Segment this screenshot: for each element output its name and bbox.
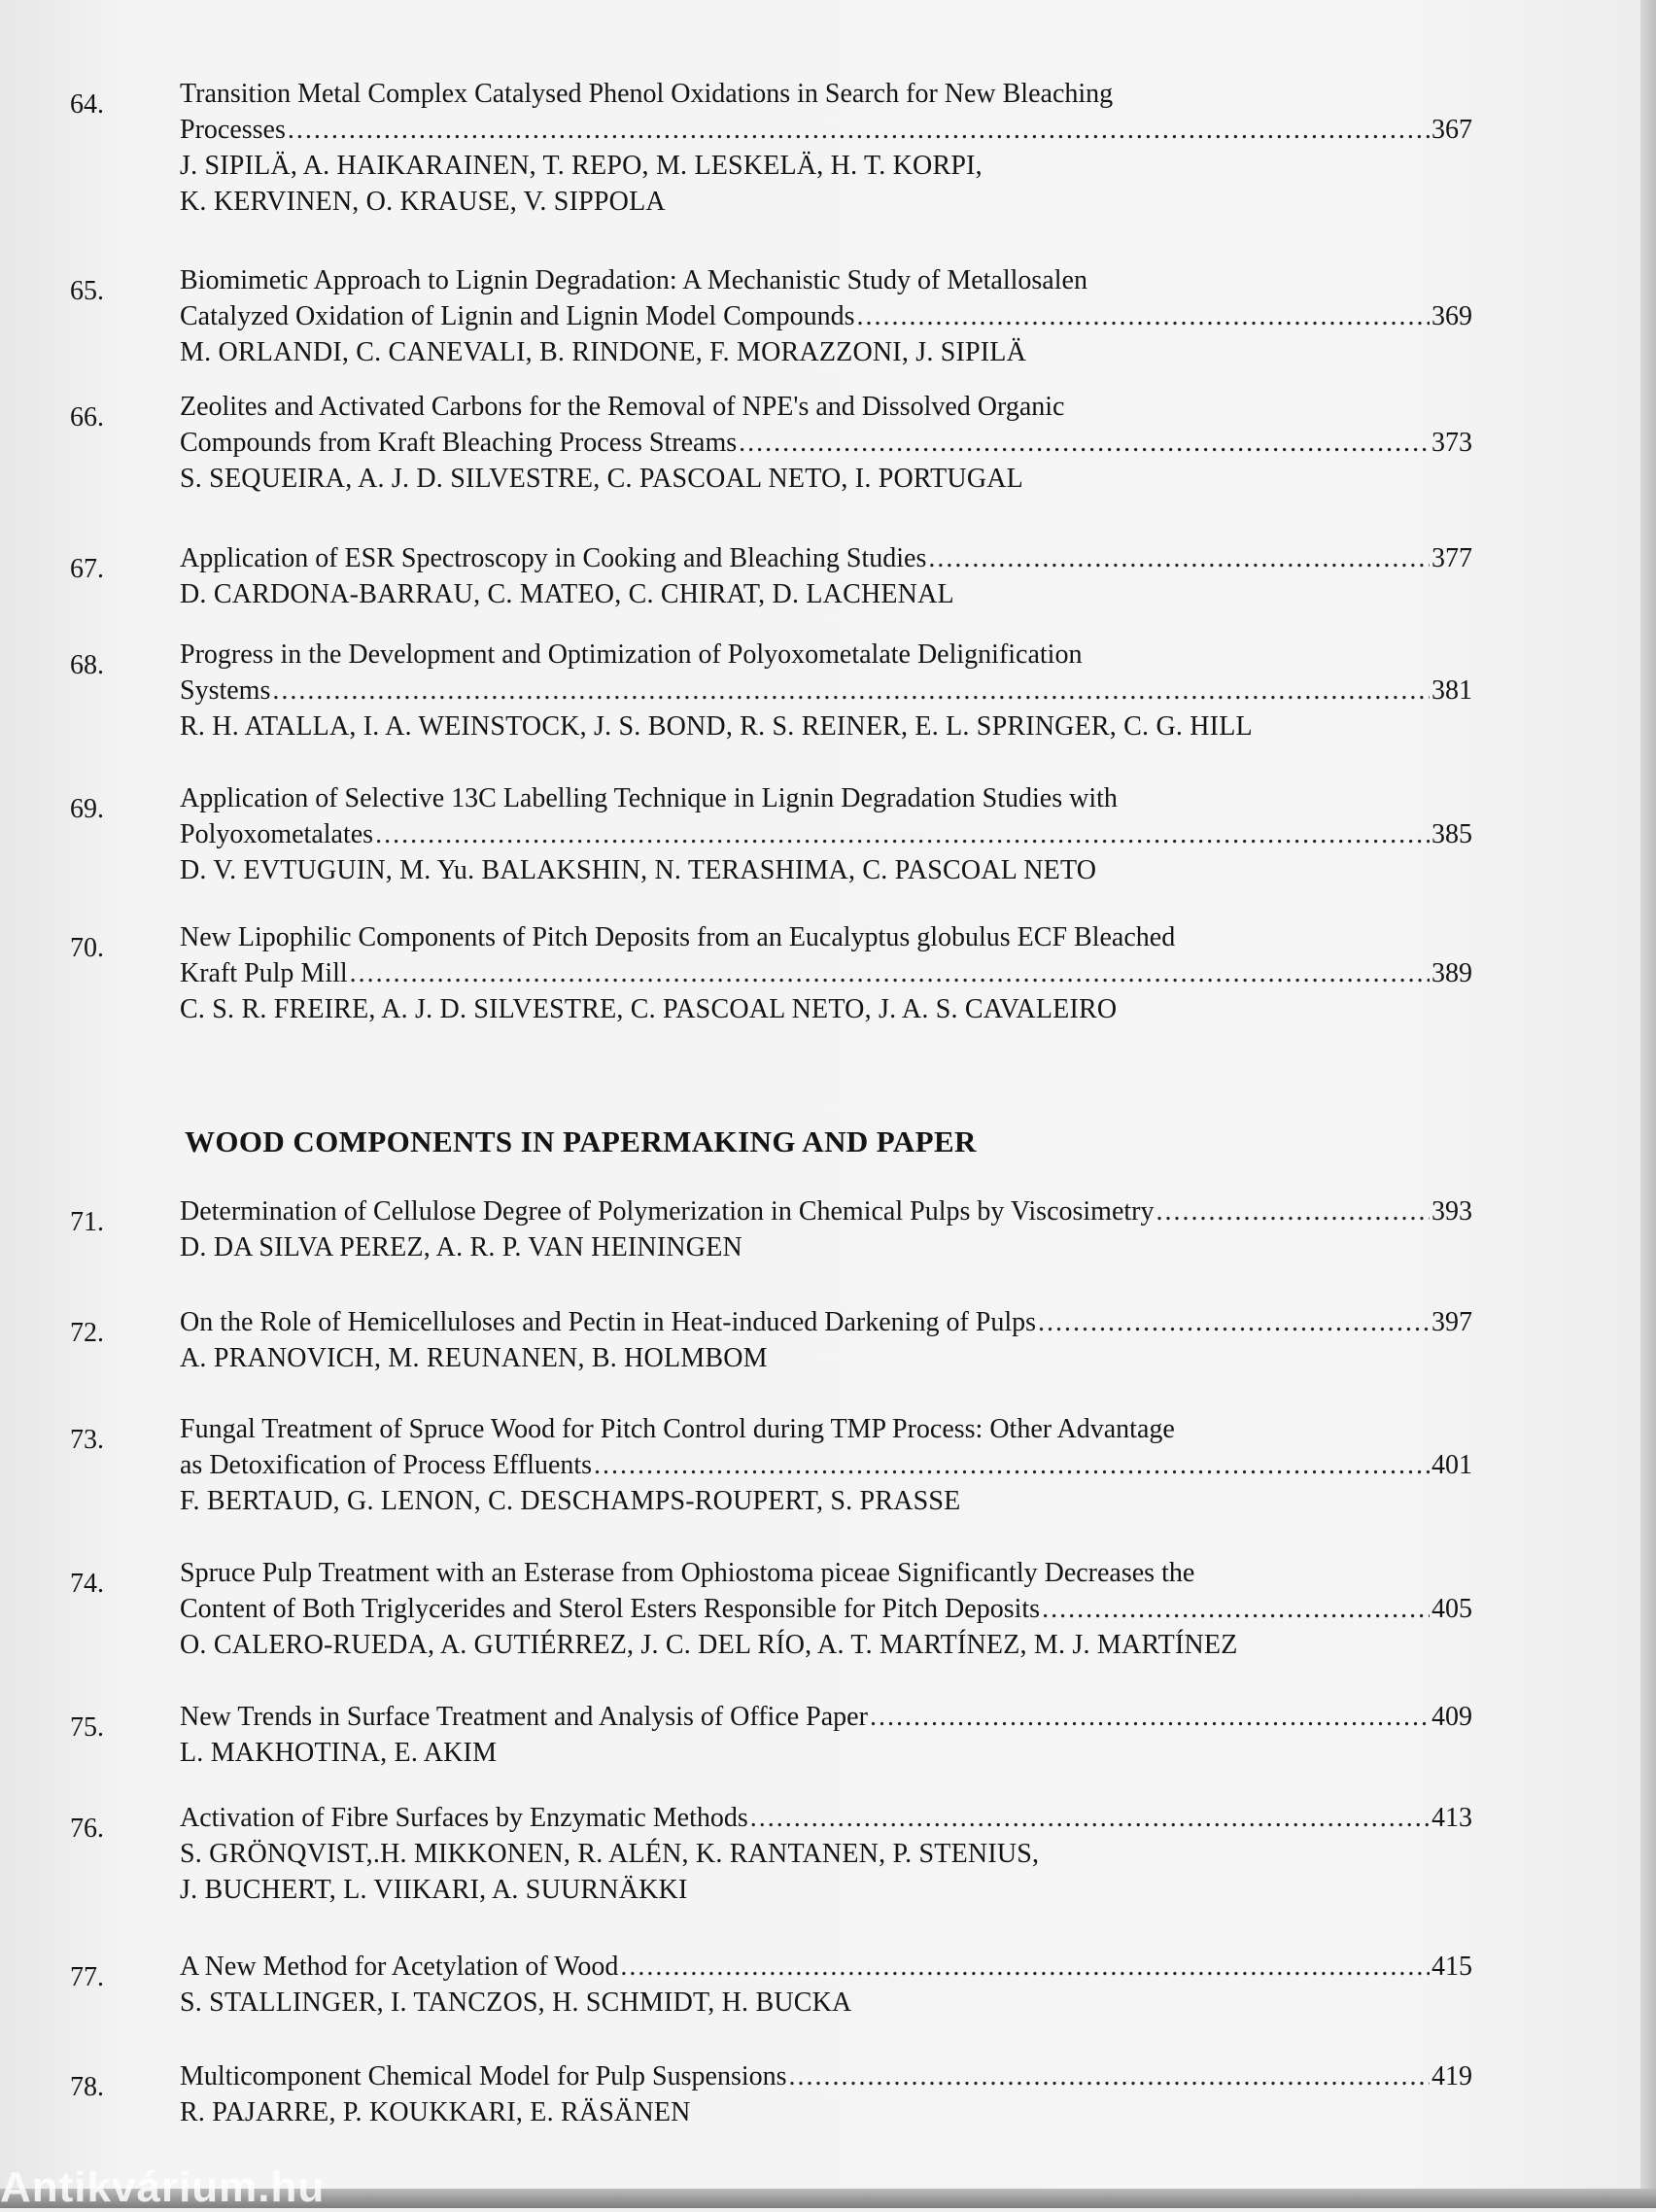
entry-number: 64. [70, 89, 104, 120]
entry-number: 77. [70, 1962, 104, 1992]
entry-title-text: Determination of Cellulose Degree of Polymerization in Chemical Pulps by Viscosimetry [180, 1196, 1155, 1227]
entry-title-text: Fungal Treatment of Spruce Wood for Pitch Control during TMP Process: Other Advantage [180, 1414, 1175, 1444]
entry-title-line [180, 1699, 1472, 1735]
entry-title-line [180, 425, 1472, 461]
entry-title-text: Zeolites and Activated Carbons for the Removal of NPE's and Dissolved Organic [180, 392, 1065, 422]
entry-number: 72. [70, 1318, 104, 1348]
entry-title-text: Biomimetic Approach to Lignin Degradation: A Mechanistic Study of Metallosalen [180, 265, 1087, 295]
dot-leader [856, 298, 1430, 334]
entry-authors: M. ORLANDI, C. CANEVALI, B. RINDONE, F. MORAZZONI, J. SIPILÄ [180, 337, 1027, 367]
entry-body [180, 780, 1472, 888]
entry-body [180, 1555, 1472, 1663]
entry-authors: S. SEQUEIRA, A. J. D. SILVESTRE, C. PASCOAL NETO, I. PORTUGAL [180, 464, 1023, 494]
page-number: 413 [1432, 1803, 1472, 1833]
dot-leader [1042, 1591, 1430, 1627]
entry-number: 71. [70, 1207, 104, 1237]
entry-body [180, 262, 1472, 370]
entry-body [180, 1304, 1472, 1376]
entry-body [180, 1699, 1472, 1771]
dot-leader [1038, 1304, 1430, 1340]
entry-number: 65. [70, 276, 104, 306]
entry-title-text: Transition Metal Complex Catalysed Phenol Oxidations in Search for New Bleaching [180, 79, 1114, 109]
entry-authors: S. STALLINGER, I. TANCZOS, H. SCHMIDT, H. BUCKA [180, 1987, 852, 2018]
entry-body [180, 2058, 1472, 2130]
entry-title-line [180, 298, 1472, 334]
page-number: 373 [1432, 428, 1472, 458]
entry-title-text: Application of Selective 13C Labelling Technique in Lignin Degradation Studies with [180, 783, 1118, 813]
entry-title-line [180, 1193, 1472, 1229]
entry-title-line [180, 2058, 1472, 2094]
entry-title-line [180, 1555, 1472, 1591]
page-number: 409 [1432, 1702, 1472, 1732]
entry-title-line [180, 540, 1472, 576]
entry-title-text: as Detoxification of Process Effluents [180, 1450, 593, 1480]
entry-title-text: Kraft Pulp Mill [180, 958, 348, 988]
entry-title-text: Compounds from Kraft Bleaching Process Streams [180, 428, 738, 458]
page-edge [1640, 0, 1656, 2208]
dot-leader [750, 1800, 1430, 1836]
page-number: 397 [1432, 1307, 1472, 1337]
page-number: 377 [1432, 543, 1472, 573]
entry-title-line [180, 112, 1472, 148]
entry-body [180, 389, 1472, 497]
entry-authors: F. BERTAUD, G. LENON, C. DESCHAMPS-ROUPERT, S. PRASSE [180, 1486, 961, 1516]
watermark: Antikvárium.hu [0, 2163, 326, 2211]
entry-body [180, 637, 1472, 744]
entry-body [180, 1800, 1472, 1908]
entry-title-line [180, 780, 1472, 816]
section-heading: WOOD COMPONENTS IN PAPERMAKING AND PAPER [185, 1124, 977, 1158]
dot-leader [1156, 1193, 1431, 1229]
entry-title-line [180, 262, 1472, 298]
page-number: 367 [1432, 115, 1472, 145]
entry-title-text: New Trends in Surface Treatment and Analysis of Office Paper [180, 1702, 868, 1732]
entry-authors: L. MAKHOTINA, E. AKIM [180, 1738, 498, 1768]
entry-number: 69. [70, 794, 104, 824]
page-number: 415 [1432, 1952, 1472, 1982]
entry-authors: J. SIPILÄ, A. HAIKARAINEN, T. REPO, M. LESKELÄ, H. T. KORPI, [180, 151, 983, 181]
entry-title-text: Polyoxometalates [180, 819, 374, 849]
entry-title-text: Systems [180, 675, 271, 706]
entry-number: 75. [70, 1712, 104, 1743]
entry-authors: D. DA SILVA PEREZ, A. R. P. VAN HEININGEN [180, 1232, 742, 1262]
entry-authors: C. S. R. FREIRE, A. J. D. SILVESTRE, C. PASCOAL NETO, J. A. S. CAVALEIRO [180, 994, 1118, 1024]
entry-title-line [180, 76, 1472, 112]
dot-leader [375, 816, 1430, 852]
entry-number: 70. [70, 933, 104, 963]
entry-title-text: On the Role of Hemicelluloses and Pectin in Heat-induced Darkening of Pulps [180, 1307, 1037, 1337]
dot-leader [620, 1949, 1430, 1985]
dot-leader [272, 673, 1430, 709]
entry-title-text: Spruce Pulp Treatment with an Esterase from Ophiostoma piceae Significantly Decreases the [180, 1558, 1195, 1588]
entry-authors: R. PAJARRE, P. KOUKKARI, E. RÄSÄNEN [180, 2097, 691, 2127]
entry-body [180, 919, 1472, 1027]
entry-authors: S. GRÖNQVIST,.H. MIKKONEN, R. ALÉN, K. RANTANEN, P. STENIUS, [180, 1839, 1040, 1869]
page-number: 401 [1432, 1450, 1472, 1480]
entry-number: 68. [70, 650, 104, 680]
entry-title-text: Activation of Fibre Surfaces by Enzymatic Methods [180, 1803, 748, 1833]
page-number: 405 [1432, 1594, 1472, 1624]
entry-number: 78. [70, 2072, 104, 2102]
dot-leader [594, 1447, 1430, 1483]
entry-number: 66. [70, 402, 104, 432]
entry-title-line [180, 955, 1472, 991]
entry-title-line [180, 1447, 1472, 1483]
page-number: 393 [1432, 1196, 1472, 1227]
entry-body [180, 1193, 1472, 1265]
page-number: 381 [1432, 675, 1472, 706]
entry-title-line [180, 389, 1472, 425]
page-number: 389 [1432, 958, 1472, 988]
dot-leader [739, 425, 1430, 461]
entry-authors: D. CARDONA-BARRAU, C. MATEO, C. CHIRAT, D. LACHENAL [180, 579, 954, 609]
entry-title-text: Processes [180, 115, 286, 145]
entry-title-text: New Lipophilic Components of Pitch Deposits from an Eucalyptus globulus ECF Bleached [180, 922, 1176, 952]
entry-authors: A. PRANOVICH, M. REUNANEN, B. HOLMBOM [180, 1343, 768, 1373]
entry-number: 73. [70, 1425, 104, 1455]
entry-authors: D. V. EVTUGUIN, M. Yu. BALAKSHIN, N. TERASHIMA, C. PASCOAL NETO [180, 855, 1097, 885]
entry-title-line [180, 673, 1472, 709]
entry-title-line [180, 1949, 1472, 1985]
entry-authors: J. BUCHERT, L. VIIKARI, A. SUURNÄKKI [180, 1875, 688, 1905]
dot-leader [789, 2058, 1430, 2094]
entry-authors: K. KERVINEN, O. KRAUSE, V. SIPPOLA [180, 187, 666, 217]
entry-title-line [180, 637, 1472, 673]
entry-title-line [180, 1304, 1472, 1340]
entry-title-text: Content of Both Triglycerides and Sterol Esters Responsible for Pitch Deposits [180, 1594, 1041, 1624]
dot-leader [870, 1699, 1430, 1735]
entry-title-line [180, 1591, 1472, 1627]
entry-number: 74. [70, 1569, 104, 1599]
entry-number: 67. [70, 554, 104, 584]
entry-body [180, 1411, 1472, 1519]
entry-body [180, 1949, 1472, 2021]
entry-authors: R. H. ATALLA, I. A. WEINSTOCK, J. S. BOND, R. S. REINER, E. L. SPRINGER, C. G. HILL [180, 711, 1253, 742]
entry-title-line [180, 919, 1472, 955]
entry-title-text: Catalyzed Oxidation of Lignin and Lignin Model Compounds [180, 301, 855, 331]
entry-title-line [180, 816, 1472, 852]
dot-leader [350, 955, 1430, 991]
entry-body [180, 76, 1472, 220]
page-number: 419 [1432, 2061, 1472, 2091]
entry-authors: O. CALERO-RUEDA, A. GUTIÉRREZ, J. C. DEL RÍO, A. T. MARTÍNEZ, M. J. MARTÍNEZ [180, 1630, 1238, 1660]
entry-title-line [180, 1800, 1472, 1836]
page-number: 369 [1432, 301, 1472, 331]
entry-body [180, 540, 1472, 612]
dot-leader [928, 540, 1430, 576]
entry-title-line [180, 1411, 1472, 1447]
entry-title-text: Progress in the Development and Optimization of Polyoxometalate Delignification [180, 639, 1083, 670]
entry-number: 76. [70, 1814, 104, 1844]
page-number: 385 [1432, 819, 1472, 849]
entry-title-text: Multicomponent Chemical Model for Pulp Suspensions [180, 2061, 787, 2091]
entry-title-text: Application of ESR Spectroscopy in Cooking and Bleaching Studies [180, 543, 927, 573]
dot-leader [288, 112, 1430, 148]
entry-title-text: A New Method for Acetylation of Wood [180, 1952, 619, 1982]
